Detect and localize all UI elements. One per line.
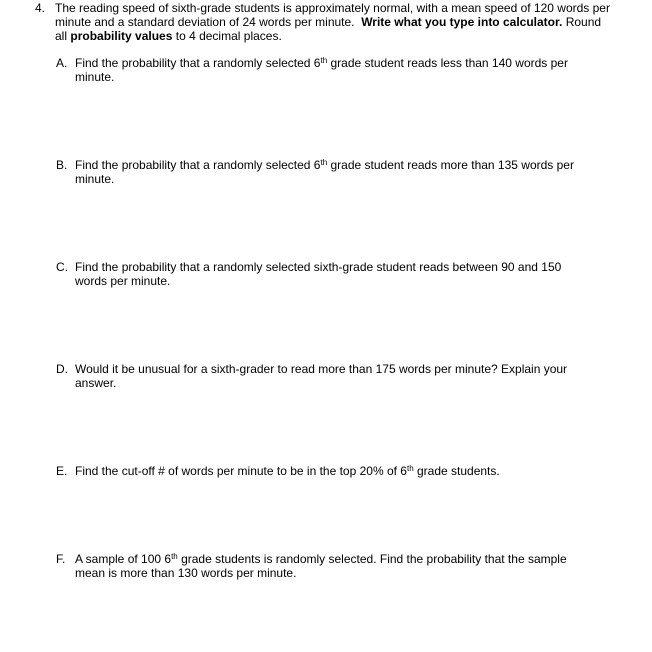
- part-text-post: grade student reads more than 135 words per minute.: [75, 158, 574, 186]
- part-letter: D.: [56, 362, 68, 376]
- part-letter: A.: [56, 56, 68, 70]
- calculator-instruction: Write what you type into calculator.: [361, 15, 563, 29]
- part-text: [75, 552, 590, 580]
- part-text: [75, 260, 590, 288]
- part-text-post: grade students.: [413, 464, 500, 478]
- question-intro: The reading speed of sixth-grade students is approximately normal, with a mean speed of 120 words per minute and a standard deviation of 24 words per minute.: [55, 1, 610, 29]
- part-text-pre: Find the probability that a randomly selected 6: [75, 158, 321, 172]
- round-prefix: Round all: [55, 15, 602, 43]
- part-text-pre: Find the cut-off # of words per minute to be in the top 20% of 6: [75, 464, 407, 478]
- ordinal-suffix: th: [320, 56, 328, 65]
- part-text-post: grade students is randomly selected. Find the probability that the sample mean is more than 130 words per minute.: [75, 552, 567, 580]
- part-letter: B.: [56, 158, 68, 172]
- question-number: 4.: [35, 1, 46, 15]
- part-text-pre: A sample of 100 6: [75, 552, 172, 566]
- part-text: [75, 362, 590, 390]
- part-text: [75, 56, 590, 84]
- part-text: [75, 464, 590, 478]
- part-letter: C.: [56, 260, 68, 274]
- question-text: [55, 1, 615, 43]
- round-bold: probability values: [70, 29, 173, 43]
- part-text: [75, 158, 590, 186]
- part-letter: E.: [56, 464, 68, 478]
- part-letter: F.: [56, 552, 66, 566]
- ordinal-suffix: th: [171, 552, 178, 561]
- part-text-pre: Find the probability that a randomly selected 6: [75, 56, 321, 70]
- part-text-pre: Find the probability that a randomly selected sixth-grade student reads between 90 and 150 words per minute.: [75, 260, 562, 288]
- ordinal-suffix: th: [320, 158, 328, 167]
- part-text-post: grade student reads less than 140 words per minute.: [75, 56, 568, 84]
- ordinal-suffix: th: [406, 464, 414, 473]
- round-suffix: to 4 decimal places.: [175, 29, 282, 43]
- part-text-pre: Would it be unusual for a sixth-grader to read more than 175 words per minute? Explain your answer.: [75, 362, 568, 390]
